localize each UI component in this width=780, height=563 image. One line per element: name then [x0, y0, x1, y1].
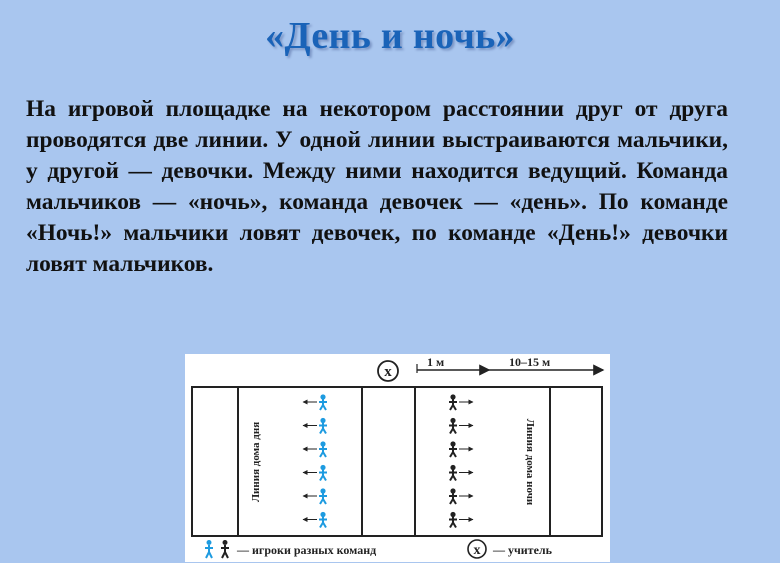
- team-day-players: [303, 394, 327, 527]
- night-player: [449, 394, 473, 410]
- slide-title: «День и ночь»: [265, 15, 515, 57]
- playground-diagram: [185, 354, 610, 562]
- day-player: [303, 512, 327, 528]
- legend-players-text: — игроки разных команд: [237, 543, 377, 557]
- distance-label-1: 1 м: [427, 355, 445, 369]
- legend-day-player-icon: [205, 540, 213, 558]
- legend-night-player-icon: [221, 540, 229, 558]
- day-player: [303, 441, 327, 457]
- night-player: [449, 441, 473, 457]
- rules-paragraph: На игровой площадке на некотором расстоянии друг от друга проводятся две линии. У одной линии выстраиваются мальчики, у другой — девочки. Между ними находится ведущий. Команда мальчиков — «ночь», команда девочек — «день». По команде «Ночь!» мальчики ловят девочек, по команде «День!» девочки ловят мальчиков.: [26, 96, 728, 277]
- day-player: [303, 465, 327, 481]
- night-home-line-label: Линия дома ночи: [524, 418, 536, 506]
- night-player: [449, 465, 473, 481]
- night-player: [449, 418, 473, 434]
- teacher-marker: [378, 361, 398, 381]
- night-player: [449, 488, 473, 504]
- legend: [205, 540, 553, 558]
- day-home-line-label: Линия дома дня: [250, 421, 262, 503]
- legend-teacher-symbol: х: [473, 543, 481, 558]
- teacher-symbol: х: [384, 364, 392, 380]
- distance-label-2: 10–15 м: [509, 355, 551, 369]
- night-player: [449, 512, 473, 528]
- day-player: [303, 418, 327, 434]
- legend-teacher-text: — учитель: [493, 543, 552, 557]
- day-player: [303, 394, 327, 410]
- team-night-players: [449, 394, 473, 527]
- day-player: [303, 488, 327, 504]
